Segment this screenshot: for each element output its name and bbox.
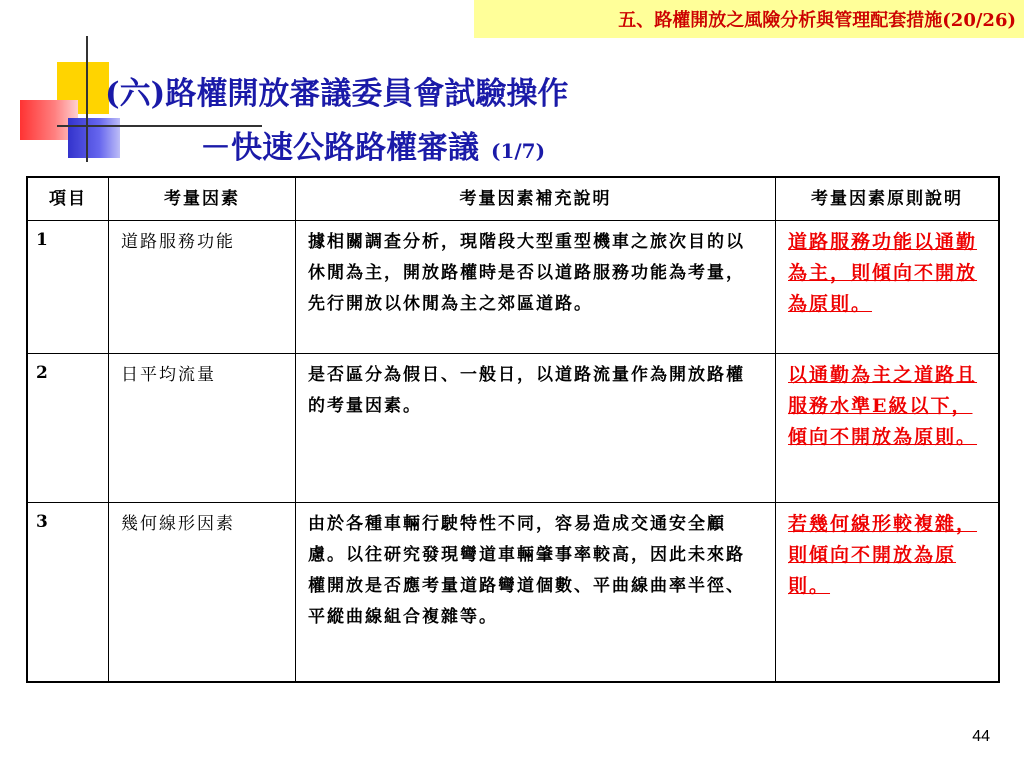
row-factor: 幾何線形因素 [109,503,296,683]
principle-text: 以通勤為主之道路且服務水準E級以下，傾向不開放為原則。 [788,364,978,448]
row-detail: 是否區分為假日、一般日，以道路流量作為開放路權的考量因素。 [296,354,776,503]
page-number: 44 [972,728,990,745]
row-number: 3 [27,503,109,683]
subtitle-text: －快速公路路權審議 [200,130,479,166]
row-detail: 由於各種車輛行駛特性不同，容易造成交通安全顧慮。以往研究發現彎道車輛肇事率較高，因此未來路權開放是否應考量道路彎道個數、平曲線曲率半徑、平縱曲線組合複雜等。 [296,503,776,683]
header-factor: 考量因素 [109,177,296,221]
header-detail: 考量因素補充說明 [296,177,776,221]
table-row [27,354,999,503]
decorative-blue-block [68,118,120,158]
principle-text: 若幾何線形較複雜，則傾向不開放為原則。 [788,513,978,597]
row-detail: 據相關調查分析，現階段大型重型機車之旅次目的以休閒為主，開放路權時是否以道路服務功能為考量，先行開放以休閒為主之郊區道路。 [296,221,776,354]
row-factor: 道路服務功能 [109,221,296,354]
row-factor: 日平均流量 [109,354,296,503]
row-number: 1 [27,221,109,354]
row-number: 2 [27,354,109,503]
row-principle [776,503,1000,683]
subtitle-part-indicator: (1/7) [491,139,546,163]
header-item: 項目 [27,177,109,221]
decorative-vertical-line [86,36,88,162]
principle-text: 道路服務功能以通勤為主，則傾向不開放為原則。 [788,231,978,315]
review-factors-table [26,176,1000,683]
slide-title: (六)路權開放審議委員會試驗操作 [105,76,569,112]
slide-subtitle [200,122,545,167]
row-principle [776,221,1000,354]
table-header-row [27,177,999,221]
header-principle: 考量因素原則說明 [776,177,1000,221]
table-row [27,221,999,354]
table-row [27,503,999,683]
row-principle [776,354,1000,503]
section-banner: 五、路權開放之風險分析與管理配套措施(20/26) [474,0,1024,38]
